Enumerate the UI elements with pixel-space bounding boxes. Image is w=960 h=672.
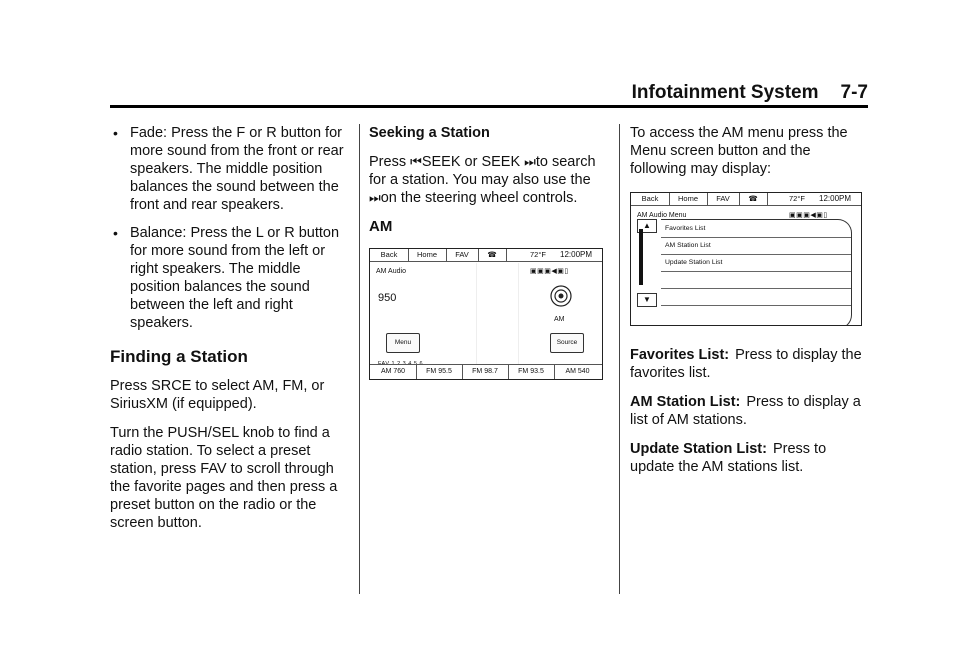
def-term: Favorites List: — [630, 347, 730, 363]
menu-list — [661, 219, 852, 326]
def-desc: Press to display a list of AM stations. — [630, 394, 861, 428]
am-audio-menu-screen — [630, 192, 862, 326]
preset-button[interactable]: FM 95.5 — [416, 365, 463, 379]
seek-text-3: to search for a station. You may also use the — [369, 154, 596, 188]
seek-down-icon: ⏮ — [410, 154, 422, 169]
source-button[interactable]: Source — [550, 333, 584, 353]
preset-bar — [370, 364, 602, 379]
seeking-station-heading: Seeking a Station — [369, 125, 490, 141]
def-desc: Press to display the favorites list. — [630, 347, 862, 381]
def-desc: Press to update the AM stations list. — [630, 441, 827, 475]
column-1 — [110, 124, 348, 543]
bullet-fade-text: Fade: Press the F or R button for more sound from the front or rear speakers. The middle position balances the sound between the front and rear speakers. — [130, 125, 344, 213]
menu-item-empty[interactable] — [661, 305, 851, 322]
screen-subtitle: AM Audio Menu — [637, 212, 687, 219]
seek-up-icon: ⏭ — [524, 154, 536, 169]
antenna-icon — [550, 285, 572, 307]
def-favorites-list — [630, 346, 870, 382]
section-title: Infotainment System — [631, 82, 819, 103]
frequency-display: 950 — [378, 292, 397, 304]
menu-intro: To access the AM menu press the Menu screen button and the following may display: — [630, 125, 848, 177]
clock: 12:00PM — [560, 250, 593, 259]
fav-pages: FAV 1 2 3 4 5 6 — [378, 361, 424, 367]
srce-paragraph: Press SRCE to select AM, FM, or SiriusXM (if equipped). — [110, 378, 325, 412]
def-term: Update Station List: — [630, 441, 767, 457]
fav-button[interactable]: FAV — [707, 193, 740, 205]
seek-text-2: SEEK or SEEK — [421, 154, 521, 170]
menu-item-favorites-list[interactable]: Favorites List — [661, 220, 851, 238]
column-divider-1 — [359, 124, 360, 594]
menu-button[interactable]: Menu — [386, 333, 420, 353]
status-icons: ▣▣▣◀▣▯ — [530, 268, 569, 275]
preset-button[interactable]: AM 540 — [565, 368, 590, 375]
column-divider-2 — [619, 124, 620, 594]
column-2 — [369, 124, 609, 380]
back-button[interactable]: Back — [370, 249, 409, 261]
bullet-dot-icon: • — [113, 225, 118, 241]
menu-item-am-station-list[interactable]: AM Station List — [661, 237, 851, 255]
grid-line — [476, 263, 477, 365]
clock: 12:00PM — [819, 194, 852, 203]
scrollbar[interactable] — [639, 229, 643, 285]
preset-button[interactable]: FM 98.7 — [462, 365, 509, 379]
am-audio-screen — [369, 248, 603, 380]
seek-text-4: on the steering wheel controls. — [380, 190, 578, 206]
grid-line — [518, 263, 519, 365]
def-am-station-list — [630, 393, 870, 429]
seek-up-icon: ⏭ — [369, 190, 381, 205]
back-button[interactable]: Back — [631, 193, 670, 205]
menu-item-update-station-list[interactable]: Update Station List — [661, 254, 851, 272]
scroll-down-button[interactable]: ▼ — [637, 293, 657, 307]
phone-icon[interactable]: ☎ — [478, 249, 507, 261]
seek-paragraph — [369, 153, 609, 207]
band-label: AM — [554, 316, 565, 323]
home-button[interactable]: Home — [408, 249, 447, 261]
spacer — [630, 326, 870, 346]
menu-item-empty[interactable] — [661, 288, 851, 306]
seek-text-1: Press — [369, 154, 407, 170]
def-term: AM Station List: — [630, 394, 741, 410]
fav-button[interactable]: FAV — [446, 249, 479, 261]
page-header — [110, 82, 868, 106]
screen-top-bar — [631, 193, 861, 206]
push-sel-paragraph: Turn the PUSH/SEL knob to find a radio station. To select a preset station, press FAV to scroll through the favorite pages and then press a preset button on the radio or the screen button. — [110, 425, 338, 531]
status-icons: ▣▣▣◀▣▯ — [789, 212, 828, 219]
preset-button[interactable]: FM 93.5 — [508, 365, 555, 379]
def-update-station-list — [630, 440, 870, 476]
am-heading: AM — [369, 218, 393, 235]
menu-item-empty[interactable] — [661, 271, 851, 289]
bullet-dot-icon: • — [113, 125, 118, 141]
scroll-up-button[interactable]: ▲ — [637, 219, 657, 233]
temperature: 72°F — [789, 194, 805, 203]
bullet-balance-text: Balance: Press the L or R button for more sound from the left or right speakers. The middle position balances the sound between the left and right speakers. — [130, 225, 340, 331]
header-title-line — [632, 82, 868, 104]
temperature: 72°F — [530, 250, 546, 259]
finding-station-heading: Finding a Station — [110, 347, 248, 366]
screen-subtitle: AM Audio — [376, 268, 406, 275]
phone-icon[interactable]: ☎ — [739, 193, 768, 205]
bullet-balance — [110, 224, 348, 332]
bullet-fade — [110, 124, 348, 214]
header-rule — [110, 105, 868, 108]
preset-button[interactable]: AM 760 — [370, 365, 417, 379]
page-number: 7-7 — [840, 82, 868, 103]
column-3 — [630, 124, 870, 487]
home-button[interactable]: Home — [669, 193, 708, 205]
screen-top-bar — [370, 249, 602, 262]
